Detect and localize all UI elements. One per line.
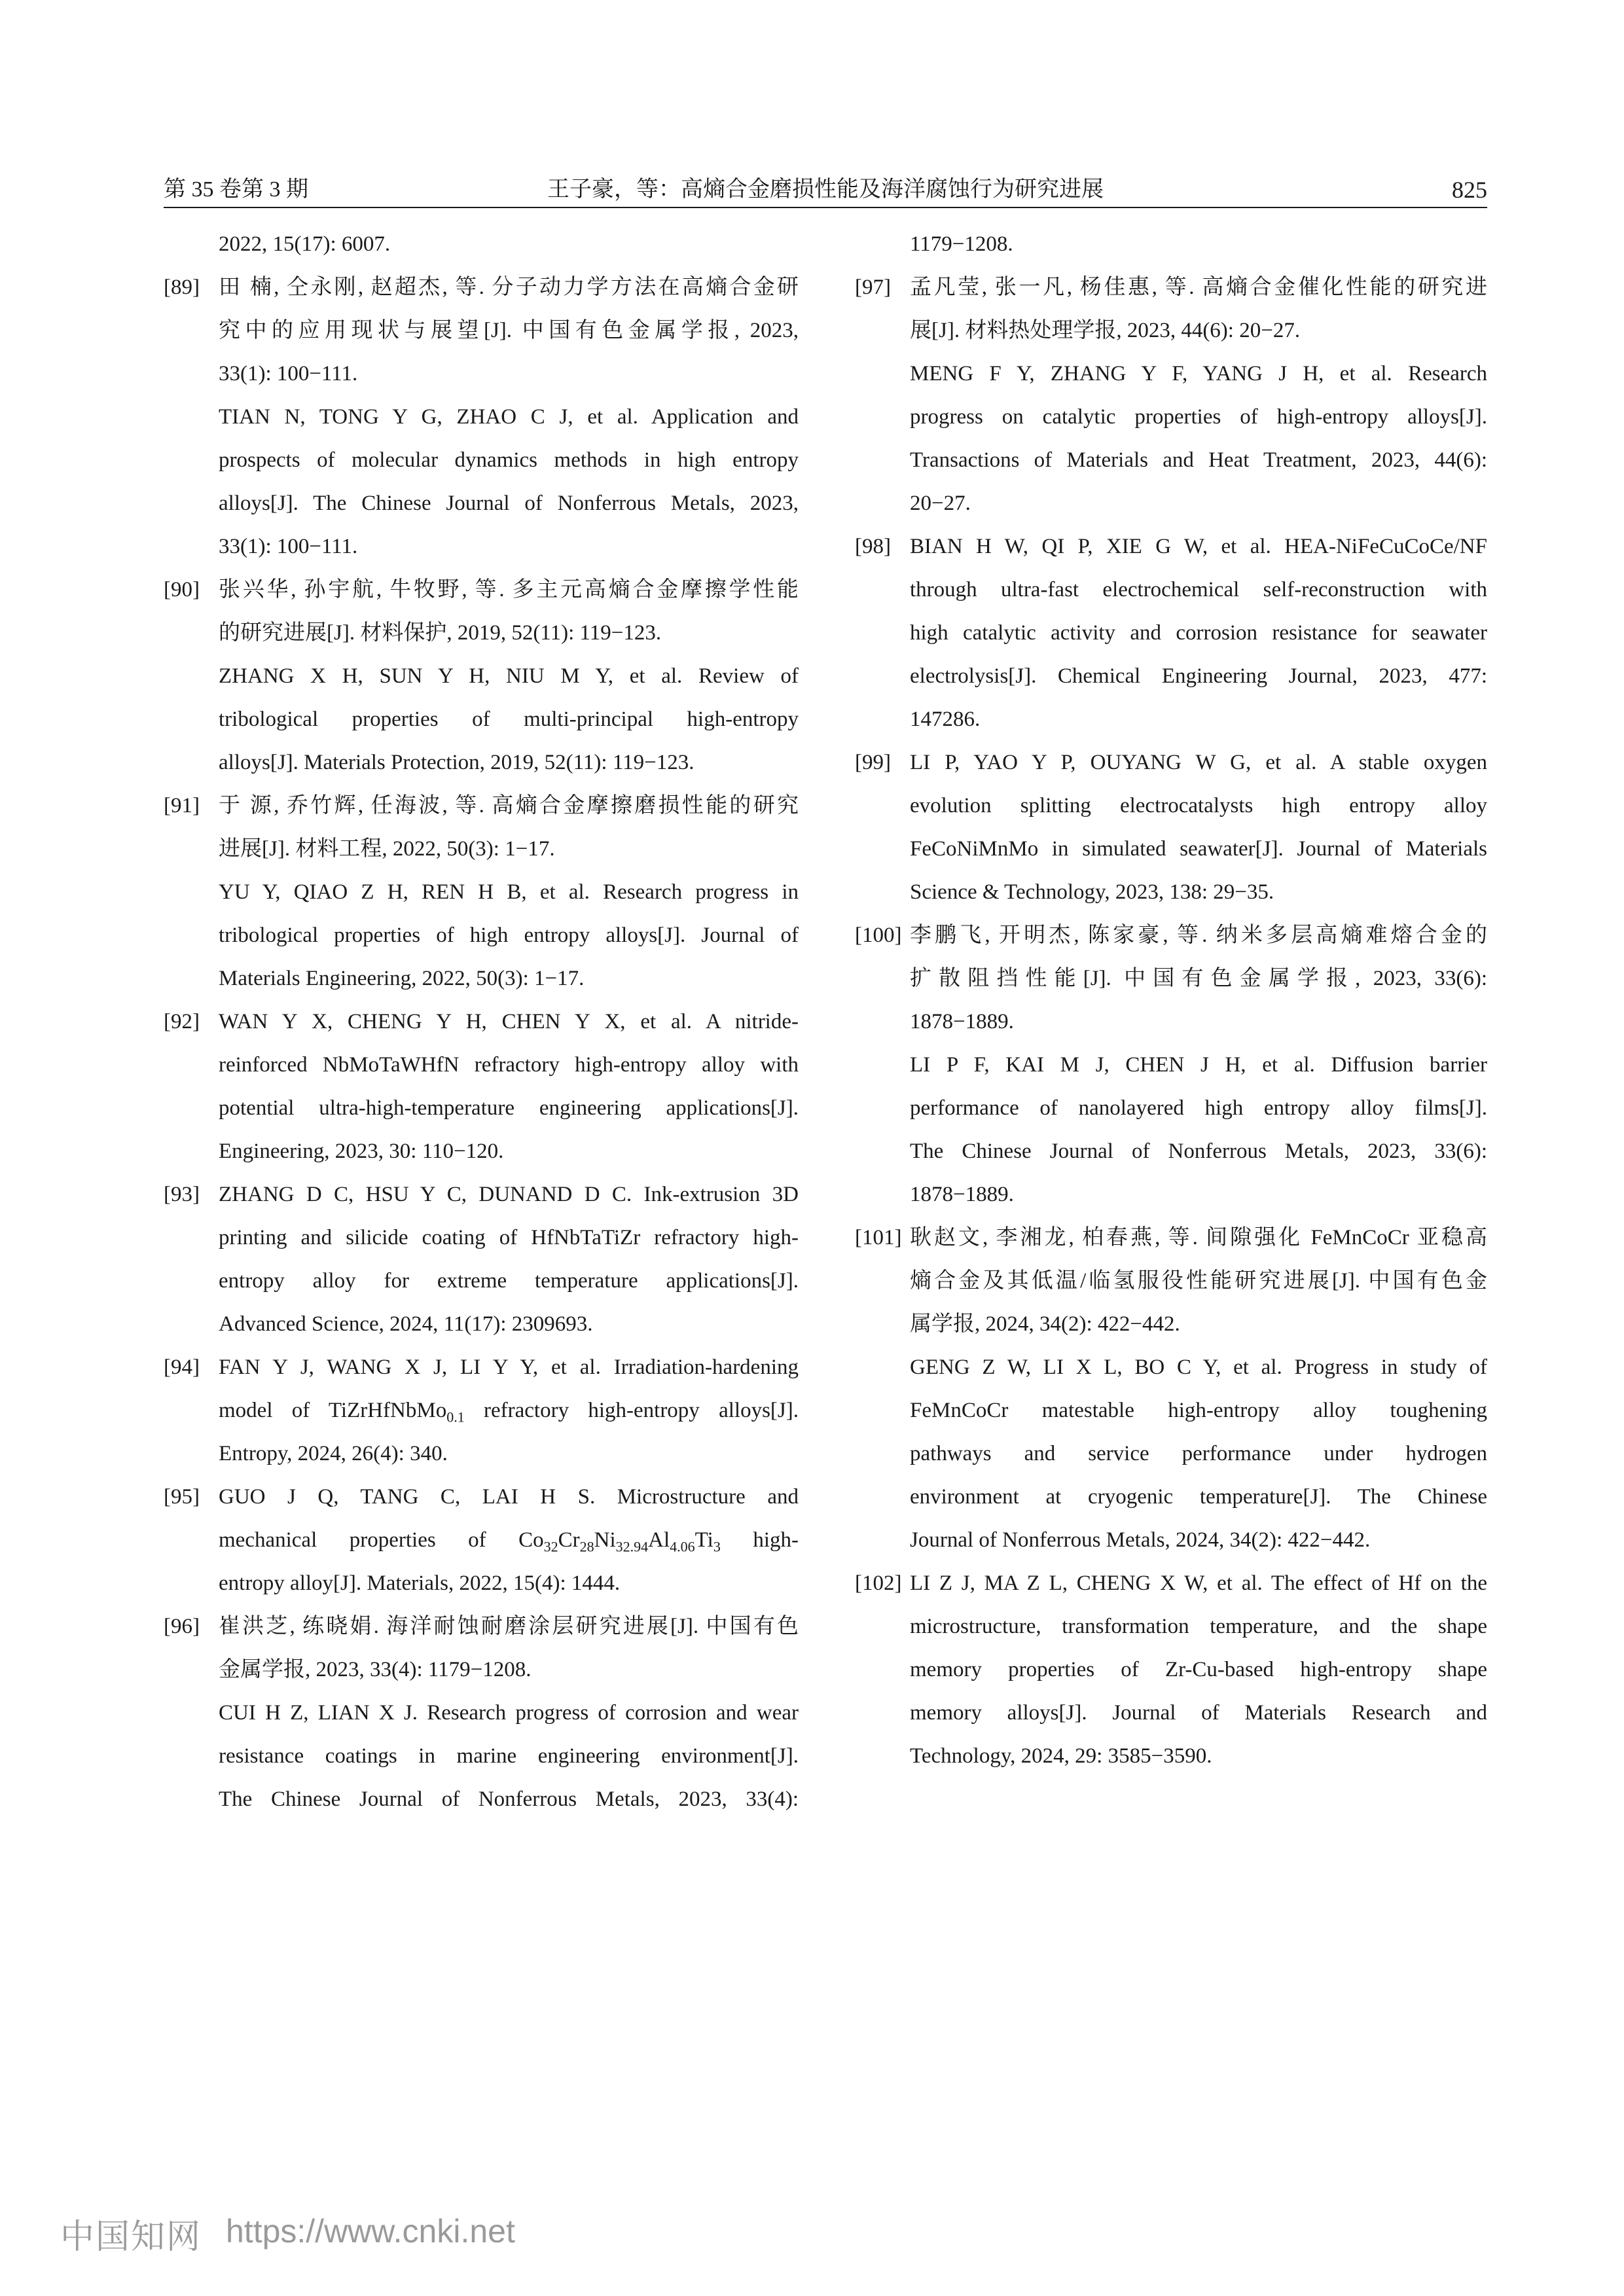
reference-line: Entropy, 2024, 26(4): 340. — [219, 1442, 448, 1465]
reference-entry — [855, 741, 1487, 914]
reference-line: 进展[J]. 材料工程, 2022, 50(3): 1−17. — [219, 837, 555, 861]
reference-line: alloys[J]. The Chinese Journal of Nonferrous Metals, 2023, — [219, 492, 799, 515]
reference-line: CUI H Z, LIAN X J. Research progress of corrosion and wear — [219, 1701, 799, 1725]
reference-line: LI P F, KAI M J, CHEN J H, et al. Diffusion barrier — [910, 1053, 1487, 1077]
reference-line: 33(1): 100−111. — [219, 535, 358, 558]
reference-number: [91] — [164, 794, 200, 817]
reference-entry — [164, 266, 799, 568]
right-column — [855, 223, 1487, 1778]
reference-entry — [164, 1173, 799, 1346]
reference-number: [98] — [855, 535, 891, 558]
reference-line: WAN Y X, CHENG Y H, CHEN Y X, et al. A nitride- — [219, 1010, 799, 1033]
reference-line: pathways and service performance under hydrogen — [910, 1442, 1487, 1465]
reference-number: [89] — [164, 276, 200, 299]
reference-line: MENG F Y, ZHANG Y F, YANG J H, et al. Research — [910, 362, 1487, 386]
reference-line: 究中的应用现状与展望[J]. 中国有色金属学报, 2023, — [219, 319, 799, 342]
header-rule — [164, 207, 1487, 208]
reference-line: high catalytic activity and corrosion resistance for seawater — [910, 621, 1487, 645]
reference-number: [93] — [164, 1183, 200, 1206]
reference-line: Advanced Science, 2024, 11(17): 2309693. — [219, 1312, 593, 1336]
chemical-formula: $Co_{32}Cr_{28}Ni_{32.94}Al_{4.06}Ti_3$ — [518, 1528, 721, 1555]
journal-issue: 第 35 卷第 3 期 — [164, 177, 308, 202]
reference-line: 展[J]. 材料热处理学报, 2023, 44(6): 20−27. — [910, 319, 1301, 342]
reference-line: 熵合金及其低温/临氢服役性能研究进展[J]. 中国有色金 — [910, 1269, 1487, 1293]
reference-entry — [855, 914, 1487, 1216]
reference-number: [100] — [855, 924, 902, 947]
reference-line: Technology, 2024, 29: 3585−3590. — [910, 1744, 1212, 1768]
reference-line: resistance coatings in marine engineering environment[J]. — [219, 1744, 799, 1768]
reference-line: 张兴华, 孙宇航, 牛牧野, 等. 多主元高熵合金摩擦学性能 — [219, 578, 799, 601]
reference-line: 属学报, 2024, 34(2): 422−442. — [910, 1312, 1180, 1336]
reference-line: electrolysis[J]. Chemical Engineering Journal, 2023, 477: — [910, 664, 1487, 688]
reference-entry — [164, 568, 799, 784]
reference-line: memory alloys[J]. Journal of Materials Research and — [910, 1701, 1487, 1725]
reference-line: 耿赵文, 李湘龙, 柏春燕, 等. 间隙强化 FeMnCoCr 亚稳高 — [910, 1226, 1487, 1249]
reference-entry — [855, 1216, 1487, 1562]
reference-line: reinforced NbMoTaWHfN refractory high-entropy alloy with — [219, 1053, 799, 1077]
reference-entry — [164, 1000, 799, 1173]
reference-line: mechanical properties of $Co_{32}Cr_{28}Ni_{32.94}Al_{4.06}Ti_3$ high- — [219, 1528, 799, 1555]
reference-number: [95] — [164, 1485, 200, 1509]
reference-entry — [164, 1605, 799, 1821]
reference-line: 33(1): 100−111. — [219, 362, 358, 386]
reference-number: [92] — [164, 1010, 200, 1033]
reference-entry — [855, 525, 1487, 741]
left-column — [164, 223, 799, 1821]
reference-entry — [164, 784, 799, 1000]
reference-line: environment at cryogenic temperature[J]. The Chinese — [910, 1485, 1487, 1509]
reference-line: performance of nanolayered high entropy alloy films[J]. — [910, 1096, 1487, 1120]
reference-line: 扩散阻挡性能[J]. 中国有色金属学报, 2023, 33(6): — [910, 967, 1487, 990]
reference-line: 李鹏飞, 开明杰, 陈家豪, 等. 纳米多层高熵难熔合金的 — [910, 924, 1487, 947]
reference-line: 金属学报, 2023, 33(4): 1179−1208. — [219, 1658, 532, 1681]
reference-line: GUO J Q, TANG C, LAI H S. Microstructure and — [219, 1485, 799, 1509]
reference-line: 的研究进展[J]. 材料保护, 2019, 52(11): 119−123. — [219, 621, 662, 645]
reference-number: [102] — [855, 1571, 902, 1595]
reference-line: 田 楠, 仝永刚, 赵超杰, 等. 分子动力学方法在高熵合金研 — [219, 276, 799, 299]
reference-line: TIAN N, TONG Y G, ZHAO C J, et al. Application and — [219, 405, 799, 429]
reference-line: entropy alloy for extreme temperature applications[J]. — [219, 1269, 799, 1293]
reference-line: ZHANG X H, SUN Y H, NIU M Y, et al. Review of — [219, 664, 799, 688]
reference-number: [97] — [855, 276, 891, 299]
reference-entry — [855, 266, 1487, 525]
reference-line: Transactions of Materials and Heat Treatment, 2023, 44(6): — [910, 448, 1487, 472]
page-number: 825 — [1452, 177, 1487, 203]
reference-line: memory properties of Zr-Cu-based high-entropy shape — [910, 1658, 1487, 1681]
reference-line: The Chinese Journal of Nonferrous Metals, 2023, 33(6): — [910, 1139, 1487, 1163]
reference-line: entropy alloy[J]. Materials, 2022, 15(4): 1444. — [219, 1571, 621, 1595]
reference-line: FeMnCoCr matestable high-entropy alloy toughening — [910, 1399, 1487, 1422]
reference-number: [90] — [164, 578, 200, 601]
reference-line: 1179−1208. — [910, 232, 1013, 256]
reference-line: tribological properties of multi-principal high-entropy — [219, 708, 799, 731]
reference-line: 1878−1889. — [910, 1010, 1014, 1033]
reference-entry — [855, 1562, 1487, 1778]
reference-line: 2022, 15(17): 6007. — [219, 232, 391, 256]
running-title: 王子豪，等：高熵合金磨损性能及海洋腐蚀行为研究进展 — [547, 177, 1104, 202]
reference-line: LI P, YAO Y P, OUYANG W G, et al. A stable oxygen — [910, 751, 1487, 774]
reference-line: The Chinese Journal of Nonferrous Metals, 2023, 33(4): — [219, 1787, 799, 1811]
reference-number: [99] — [855, 751, 891, 774]
reference-number: [96] — [164, 1615, 200, 1638]
reference-line: GENG Z W, LI X L, BO C Y, et al. Progress in study of — [910, 1355, 1487, 1379]
reference-line: alloys[J]. Materials Protection, 2019, 52(11): 119−123. — [219, 751, 695, 774]
reference-line: prospects of molecular dynamics methods in high entropy — [219, 448, 799, 472]
reference-line: Journal of Nonferrous Metals, 2024, 34(2): 422−442. — [910, 1528, 1371, 1552]
reference-line: printing and silicide coating of HfNbTaTiZr refractory high- — [219, 1226, 799, 1249]
reference-entry — [164, 1475, 799, 1605]
reference-line: 崔洪芝, 练晓娟. 海洋耐蚀耐磨涂层研究进展[J]. 中国有色 — [219, 1615, 799, 1638]
reference-line: FAN Y J, WANG X J, LI Y Y, et al. Irradiation-hardening — [219, 1355, 799, 1379]
reference-line: 1878−1889. — [910, 1183, 1014, 1206]
reference-line: BIAN H W, QI P, XIE G W, et al. HEA-NiFeCuCoCe/NF — [910, 535, 1487, 558]
reference-line: LI Z J, MA Z L, CHENG X W, et al. The effect of Hf on the — [910, 1571, 1487, 1595]
reference-line: 于 源, 乔竹辉, 任海波, 等. 高熵合金摩擦磨损性能的研究 — [219, 794, 799, 817]
reference-line: 147286. — [910, 708, 981, 731]
reference-number: [101] — [855, 1226, 902, 1249]
reference-line: model of TiZrHfNbMo$_{0.1}$ refractory high-entropy alloys[J]. — [219, 1399, 799, 1426]
chemical-formula: TiZrHfNbMo$_{0.1}$ — [328, 1399, 465, 1426]
reference-line: tribological properties of high entropy alloys[J]. Journal of — [219, 924, 799, 947]
reference-line: microstructure, transformation temperature, and the shape — [910, 1615, 1487, 1638]
reference-entry — [164, 1346, 799, 1475]
reference-line: through ultra-fast electrochemical self-reconstruction with — [910, 578, 1487, 601]
reference-line: YU Y, QIAO Z H, REN H B, et al. Research progress in — [219, 880, 799, 904]
reference-line: ZHANG D C, HSU Y C, DUNAND D C. Ink-extrusion 3D — [219, 1183, 799, 1206]
cnki-url[interactable]: https://www.cnki.net — [226, 2213, 515, 2250]
reference-number: [94] — [164, 1355, 200, 1379]
reference-line: 孟凡莹, 张一凡, 杨佳惠, 等. 高熵合金催化性能的研究进 — [910, 276, 1487, 299]
reference-line: Materials Engineering, 2022, 50(3): 1−17. — [219, 967, 585, 990]
cnki-logo: 中国知网 — [60, 2217, 202, 2257]
reference-line: FeCoNiMnMo in simulated seawater[J]. Journal of Materials — [910, 837, 1487, 861]
reference-line: Engineering, 2023, 30: 110−120. — [219, 1139, 504, 1163]
reference-line: Science & Technology, 2023, 138: 29−35. — [910, 880, 1274, 904]
reference-continuation — [164, 223, 799, 266]
reference-line: progress on catalytic properties of high-entropy alloys[J]. — [910, 405, 1487, 429]
reference-line: 20−27. — [910, 492, 971, 515]
reference-line: evolution splitting electrocatalysts high entropy alloy — [910, 794, 1487, 817]
running-header — [164, 175, 1487, 204]
reference-continuation — [855, 223, 1487, 266]
reference-line: potential ultra-high-temperature engineering applications[J]. — [219, 1096, 799, 1120]
